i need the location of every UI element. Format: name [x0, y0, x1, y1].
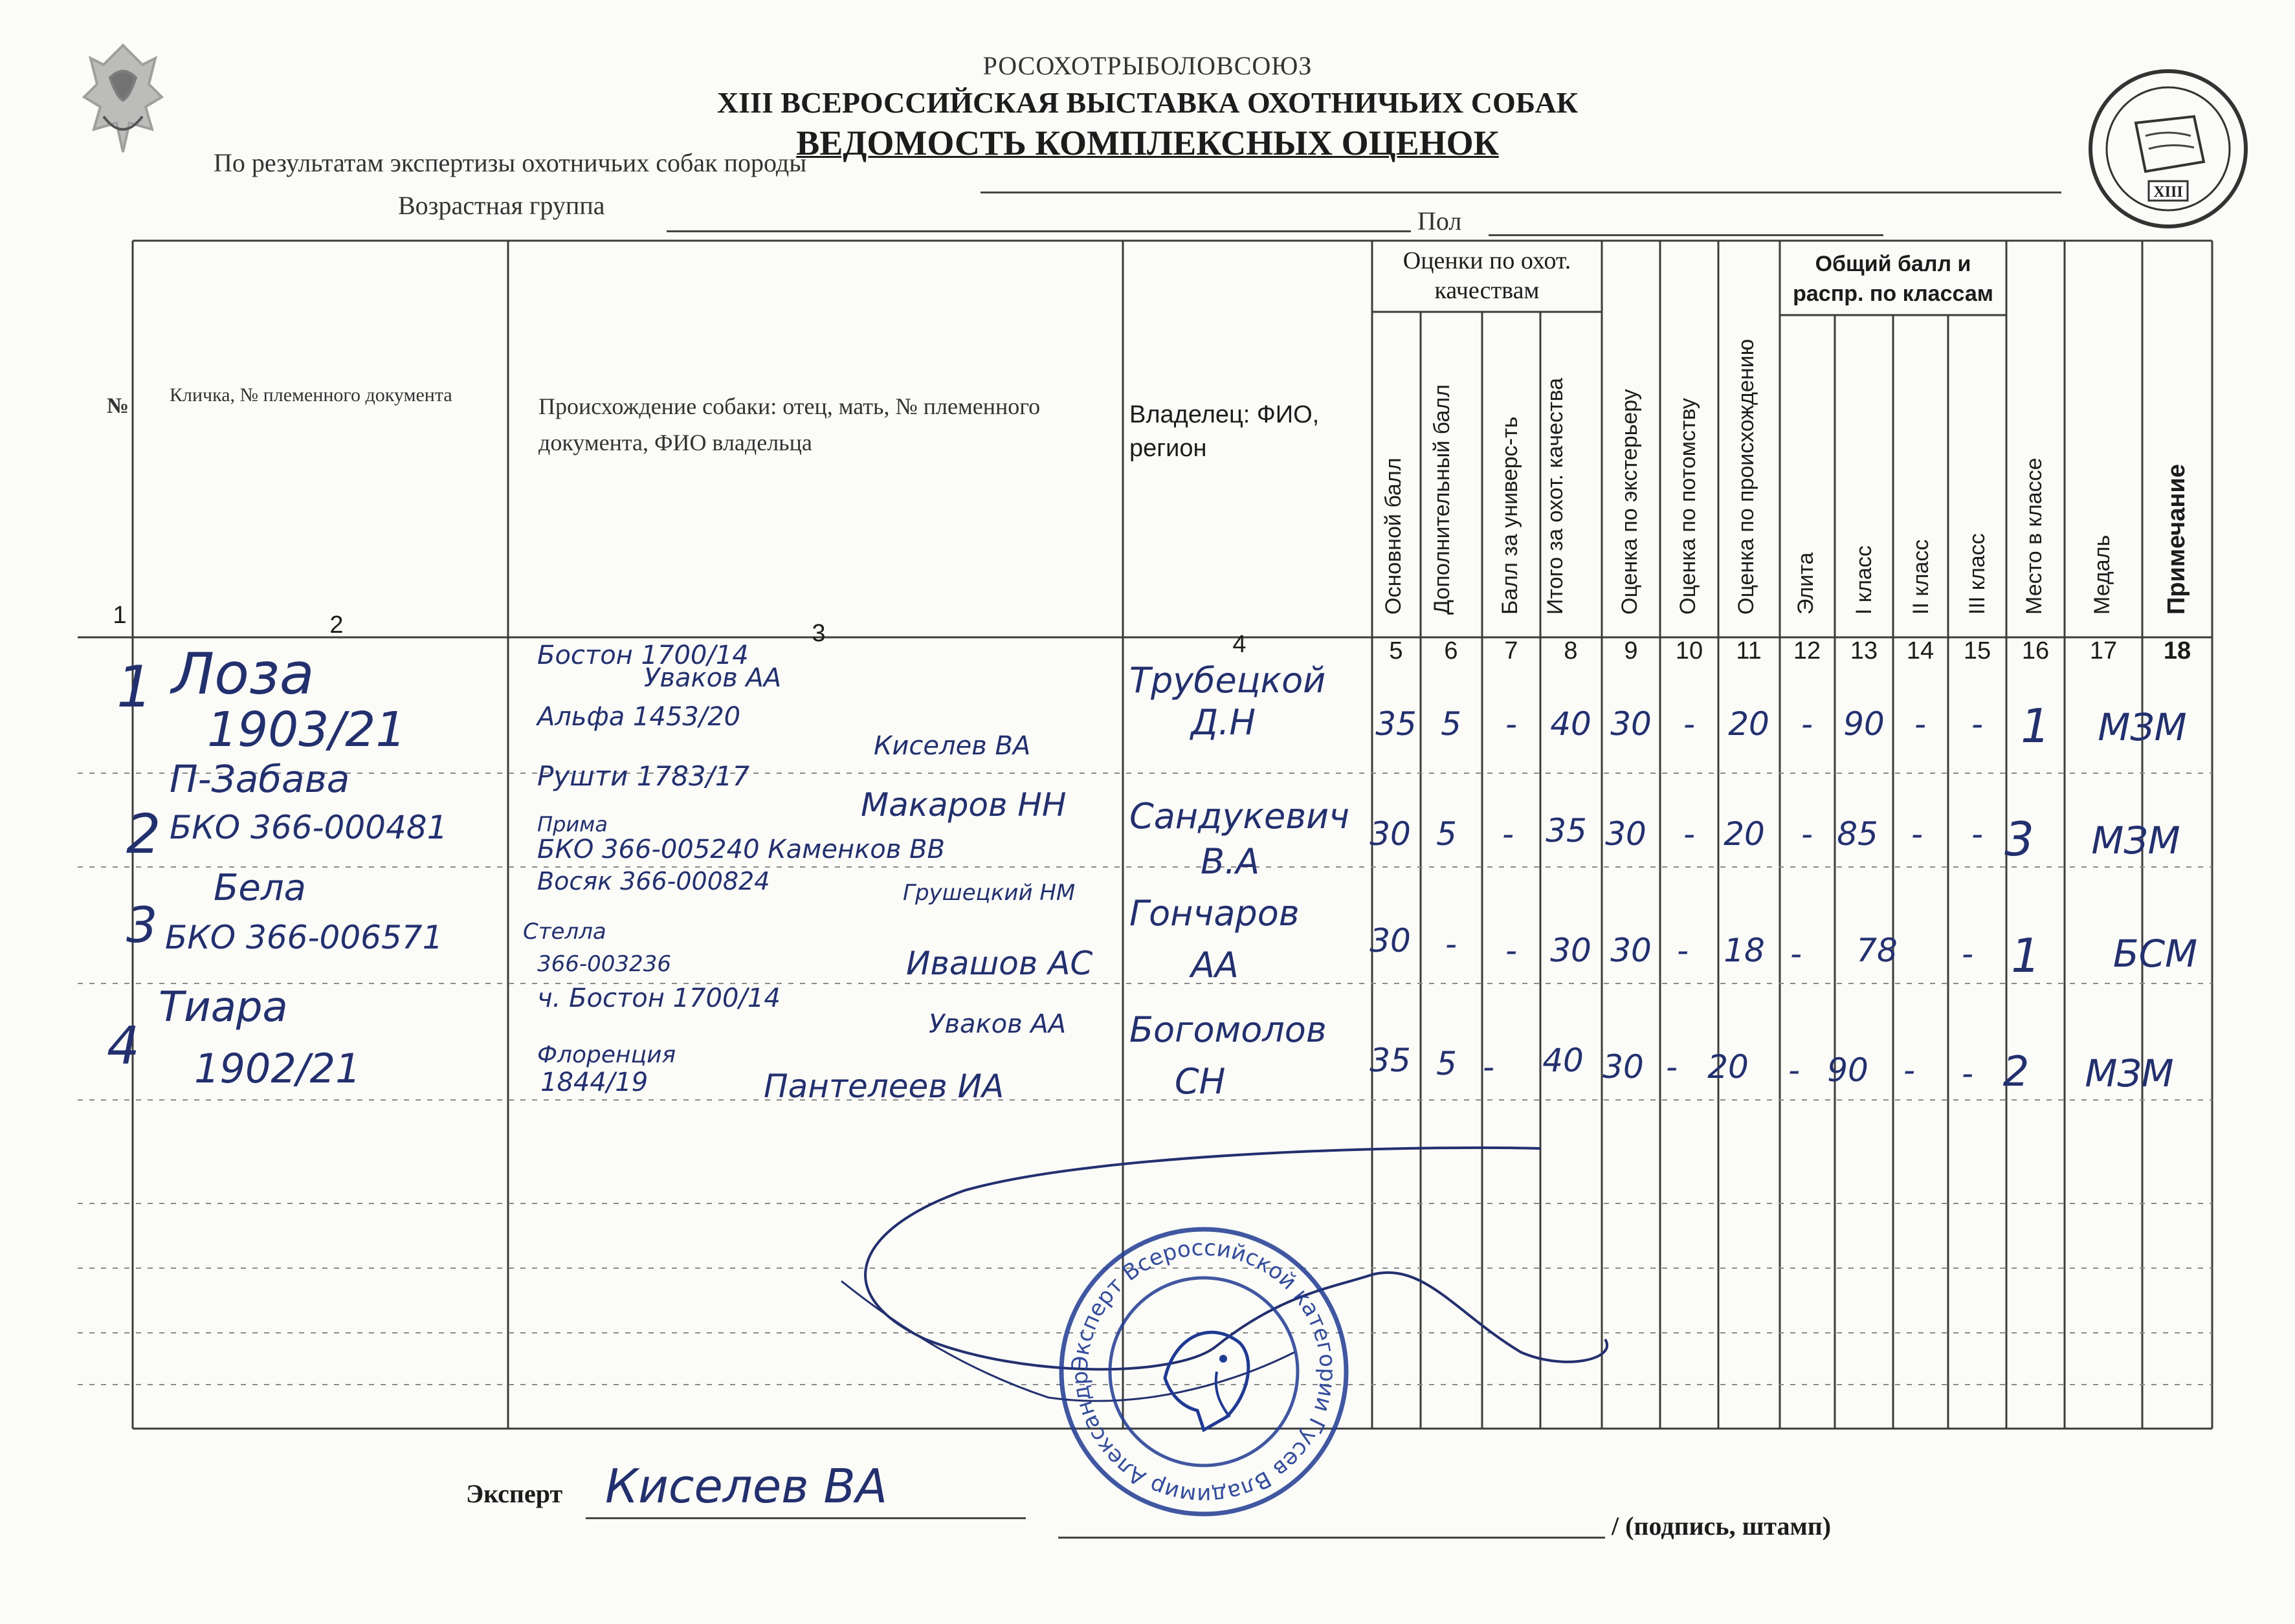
- header-num: №: [107, 394, 129, 418]
- column-number: 6: [1444, 637, 1458, 664]
- score-exterior: 30: [1610, 705, 1652, 743]
- score-class2: -: [1914, 705, 1927, 743]
- score-extra: 5: [1436, 815, 1457, 853]
- owner-line: Гончаров: [1129, 893, 1300, 934]
- column-number: 15: [1963, 637, 1991, 664]
- dog-document: 1902/21: [194, 1045, 361, 1092]
- column-number: 8: [1564, 637, 1578, 664]
- place-in-class: 2: [2002, 1048, 2030, 1096]
- score-class3: -: [1961, 1055, 1974, 1092]
- expert-stamp-icon: [1055, 1223, 1353, 1520]
- sex-label: Пол: [1417, 206, 1462, 236]
- medal: БСМ: [2112, 932, 2198, 976]
- document-title: ВЕДОМОСТЬ КОМПЛЕКСНЫХ ОЦЕНОК: [796, 124, 1499, 162]
- score-class3: -: [1971, 705, 1984, 743]
- origin-line: ч. Бостон 1700/14: [537, 983, 781, 1013]
- expert-name-line: [586, 1517, 1026, 1519]
- row-number: 3: [126, 896, 158, 954]
- header-class3: III класс: [1965, 533, 1990, 615]
- header-name: Кличка, № племенного документа: [170, 384, 452, 406]
- owner-line: АА: [1191, 945, 1239, 985]
- header-pedigree: Оценка по происхождению: [1734, 338, 1758, 615]
- origin-line: Стелла: [523, 919, 606, 945]
- origin-line: 366-003236: [537, 951, 671, 977]
- score-hunting-total: 40: [1550, 705, 1591, 743]
- header-medal: Медаль: [2090, 534, 2114, 615]
- origin-line: Восяк 366-000824: [537, 867, 770, 895]
- origin-line: Рушти 1783/17: [537, 760, 750, 792]
- score-class2: -: [1903, 1051, 1916, 1089]
- header-class2: II класс: [1909, 539, 1933, 615]
- score-extra: -: [1445, 925, 1458, 963]
- origin-line: Прима: [537, 812, 608, 837]
- origin-line: Киселев ВА: [874, 731, 1031, 761]
- expert-name: Киселев ВА: [605, 1459, 888, 1513]
- score-extra: 5: [1441, 705, 1461, 743]
- score-pedigree: 18: [1724, 932, 1765, 969]
- column-number: 5: [1389, 637, 1403, 664]
- column-number: 14: [1906, 637, 1935, 664]
- header-place: Место в классе: [2022, 457, 2046, 615]
- origin-line: Уваков АА: [929, 1009, 1067, 1039]
- expert-label: Эксперт: [466, 1479, 563, 1508]
- owner-line: Сандукевич: [1129, 796, 1350, 837]
- dog-name: Бела: [214, 867, 306, 909]
- score-hunting-total: 35: [1546, 812, 1587, 850]
- score-extra: 5: [1436, 1045, 1457, 1082]
- column-number: 10: [1675, 637, 1703, 664]
- dog-name: Лоза: [172, 641, 315, 707]
- score-pedigree: 20: [1724, 815, 1765, 853]
- column-number: 17: [2089, 637, 2118, 664]
- organization-title: РОСОХОТРЫБОЛОВСОЮЗ: [982, 51, 1313, 80]
- score-universality: -: [1482, 1048, 1495, 1086]
- score-offspring: -: [1683, 705, 1696, 743]
- row-number: 2: [126, 802, 161, 866]
- origin-line: Грушецкий НМ: [903, 880, 1076, 906]
- medal: МЗМ: [2091, 818, 2180, 862]
- place-in-class: 1: [2011, 928, 2041, 983]
- signature-line: [1058, 1537, 1605, 1539]
- score-class3: -: [1961, 935, 1974, 972]
- score-exterior: 30: [1605, 815, 1646, 853]
- header-exterior: Оценка по экстерьеру: [1617, 389, 1642, 615]
- score-basic: 35: [1369, 1042, 1411, 1079]
- dog-document: БКО 366-006571: [165, 919, 443, 956]
- header-hunting-total: Итого за охот. качества: [1543, 377, 1568, 615]
- origin-line: Пантелеев ИА: [764, 1068, 1004, 1105]
- event-title: XIII ВСЕРОССИЙСКАЯ ВЫСТАВКА ОХОТНИЧЬИХ СОБАК: [716, 86, 1579, 119]
- dog-document: БКО 366-000481: [170, 809, 448, 846]
- column-number: 4: [1232, 631, 1247, 658]
- score-class3: -: [1971, 815, 1984, 853]
- score-elite: -: [1790, 935, 1802, 972]
- origin-line: Альфа 1453/20: [537, 702, 741, 732]
- owner-line: СН: [1175, 1061, 1226, 1102]
- score-basic: 30: [1369, 922, 1411, 960]
- column-number: 11: [1736, 637, 1762, 664]
- score-class1: 90: [1827, 1051, 1868, 1089]
- header-class1: I класс: [1852, 545, 1876, 615]
- header-basic-score: Основной балл: [1381, 457, 1406, 615]
- signature-label: / (подпись, штамп): [1612, 1511, 1832, 1541]
- seal-number: XIII: [2153, 184, 2183, 201]
- score-elite: -: [1801, 815, 1813, 853]
- column-number: 1: [113, 602, 127, 629]
- origin-line: Уваков АА: [644, 663, 782, 693]
- header-origin: Происхождение собаки: отец, мать, № племенного документа, ФИО владельца: [538, 393, 1041, 455]
- origin-line: Бостон 1700/14: [537, 641, 749, 670]
- score-offspring: -: [1665, 1048, 1678, 1086]
- score-elite: -: [1788, 1051, 1801, 1089]
- header-hunting-group: Оценки по охот. качествам: [1402, 247, 1571, 304]
- column-number: 9: [1624, 637, 1638, 664]
- column-number: 3: [812, 620, 826, 647]
- score-offspring: -: [1676, 932, 1689, 969]
- column-number: 13: [1850, 637, 1878, 664]
- origin-line: Флоренция: [537, 1042, 676, 1068]
- dog-name: П-Забава: [170, 757, 350, 801]
- score-class1: 85: [1837, 815, 1878, 853]
- column-number: 12: [1793, 637, 1821, 664]
- score-pedigree: 20: [1728, 705, 1769, 743]
- header-class-group: Общий балл и распр. по классам: [1793, 252, 1993, 306]
- origin-line: 1844/19: [540, 1068, 649, 1097]
- score-class1: 78: [1856, 932, 1898, 969]
- medal: МЗМ: [2085, 1051, 2174, 1095]
- header-elite: Элита: [1793, 552, 1818, 615]
- owner-line: В.А: [1201, 841, 1260, 882]
- stamp-ring-text: Эксперт Всероссийской категории Гусев Владимир Александр: [1067, 1234, 1341, 1509]
- score-class1: 90: [1843, 705, 1885, 743]
- row-number: 4: [107, 1016, 140, 1076]
- header-extra-score: Дополнительный балл: [1430, 384, 1454, 615]
- score-class2: -: [1911, 815, 1924, 853]
- breed-label: По результатам экспертизы охотничьих собак породы: [214, 148, 807, 177]
- header-note: Примечание: [2163, 464, 2190, 615]
- score-hunting-total: 30: [1550, 932, 1591, 969]
- owner-line: Трубецкой: [1129, 660, 1326, 701]
- dog-name: Тиара: [159, 983, 288, 1031]
- score-exterior: 30: [1602, 1048, 1644, 1086]
- column-number: 2: [329, 611, 344, 639]
- score-basic: 35: [1375, 705, 1417, 743]
- medal: МЗМ: [2098, 705, 2187, 749]
- place-in-class: 3: [2004, 812, 2034, 866]
- age-group-label: Возрастная группа: [398, 191, 605, 220]
- score-basic: 30: [1369, 815, 1411, 853]
- score-offspring: -: [1683, 815, 1696, 853]
- score-universality: -: [1505, 932, 1518, 969]
- score-universality: -: [1505, 705, 1518, 743]
- header-owner: Владелец: ФИО, регион: [1129, 401, 1320, 462]
- column-number: 7: [1504, 637, 1518, 664]
- origin-line: Ивашов АС: [906, 945, 1093, 982]
- header-universality: Балл за универс-ть: [1498, 416, 1522, 615]
- dog-document: 1903/21: [207, 702, 406, 758]
- score-universality: -: [1502, 815, 1514, 853]
- owner-line: Д.Н: [1191, 702, 1256, 743]
- column-number: 18: [2163, 637, 2191, 664]
- score-exterior: 30: [1610, 932, 1652, 969]
- score-elite: -: [1801, 705, 1813, 743]
- place-in-class: 1: [2021, 699, 2050, 753]
- score-pedigree: 20: [1707, 1048, 1749, 1086]
- origin-line: Макаров НН: [861, 786, 1067, 824]
- owner-line: Богомолов: [1129, 1009, 1327, 1050]
- row-number: 1: [116, 653, 153, 720]
- score-hunting-total: 40: [1542, 1042, 1584, 1079]
- header-offspring: Оценка по потомству: [1676, 398, 1700, 615]
- origin-line: БКО 366-005240 Каменков ВВ: [537, 835, 945, 864]
- column-number: 16: [2021, 637, 2050, 664]
